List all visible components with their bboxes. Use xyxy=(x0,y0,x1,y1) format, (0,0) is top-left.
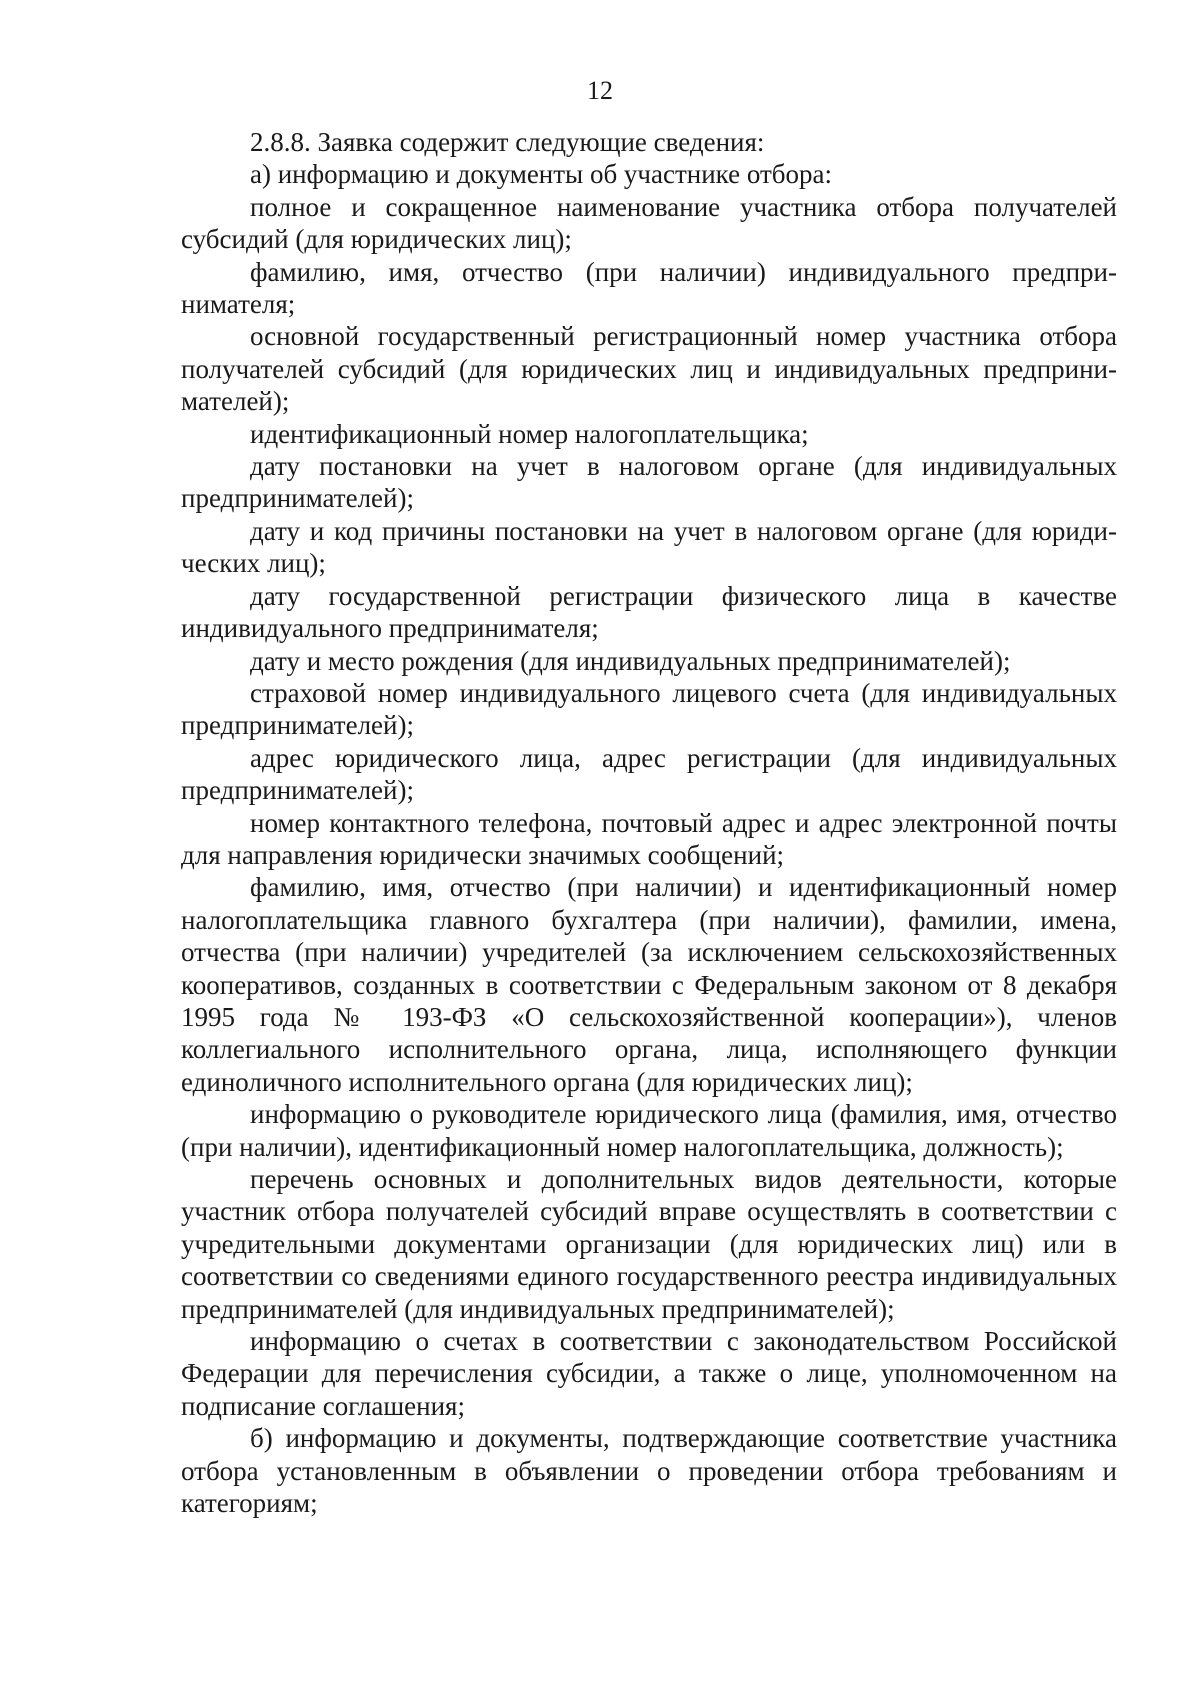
paragraph: номер контактного телефона, почтовый адрес и адрес электронной почты для направления юридически значимых сообщений; xyxy=(181,807,1117,870)
paragraph: дату и место рождения (для индивидуальных предпринимателей); xyxy=(250,645,1011,676)
paragraph: информацию о счетах в соответствии с законодательством Российской Федерации для перечисления субсидии, а также о лице, уполномоченном на подписание соглашения; xyxy=(181,1326,1117,1421)
paragraph: б) информацию и документы, подтверждающие соответствие участника отбора установленным в объявлении о проведении отбора требованиям и категориям; xyxy=(181,1423,1117,1519)
paragraph: а) информацию и документы об участнике отбора: xyxy=(250,159,833,190)
paragraph: страховой номер индивидуального лицевого счета (для индивидуальных предпринимателей); xyxy=(181,677,1117,741)
paragraph: дату государственной регистрации физического лица в качестве индивидуального предпринимателя; xyxy=(181,580,1117,644)
paragraph: фамилию, имя, отчество (при наличии) индивидуального предпринимателя; xyxy=(181,256,1117,320)
paragraph: дату постановки на учет в налоговом органе (для индивидуальных предпринимателей); xyxy=(181,451,1117,514)
paragraph: адрес юридического лица, адрес регистрации (для индивидуальных предпринимателей); xyxy=(181,742,1117,806)
paragraph: основной государственный регистрационный номер участника отбора получателей субсидий (для юридических лиц и индивидуальных предпринимателей); xyxy=(181,321,1117,417)
paragraph: 2.8.8. Заявка содержит следующие сведения: xyxy=(250,127,765,157)
paragraph: фамилию, имя, отчество (при наличии) и идентификационный номер налогоплательщика главного бухгалтера (при наличии), фамилии, имена, отчества (при наличии) учредителей (за исключением сельскохозяйственных кооперативов, созданных в соответствии с Федеральным законом от 8 декабря 1995 года № 193-ФЗ «О сельскохозяйственной кооперации»), членов коллегиального исполнительного органа, лица, исполняющего функции единоличного исполнительного органа (для юридических лиц); xyxy=(181,872,1117,1097)
paragraph: полное и сокращенное наименование участника отбора получателей субсидий (для юридических лиц); xyxy=(181,191,1117,255)
paragraph: идентификационный номер налогоплательщика; xyxy=(250,418,809,449)
document-body xyxy=(181,126,1117,1519)
page-number: 12 xyxy=(587,76,613,105)
paragraph: перечень основных и дополнительных видов деятельности, которые участник отбора получателей субсидий вправе осуществлять в соответствии с учредительными документами организации (для юридических лиц) или в соответствии со сведениями единого государственного реестра индивидуальных предпринимателей (для индивидуальных предпринимателей); xyxy=(181,1164,1117,1324)
paragraph: дату и код причины постановки на учет в налоговом органе (для юридических лиц); xyxy=(181,515,1117,579)
paragraph: информацию о руководителе юридического лица (фамилия, имя, отчество (при наличии), идентификационный номер налогоплательщика, должность); xyxy=(181,1099,1117,1162)
